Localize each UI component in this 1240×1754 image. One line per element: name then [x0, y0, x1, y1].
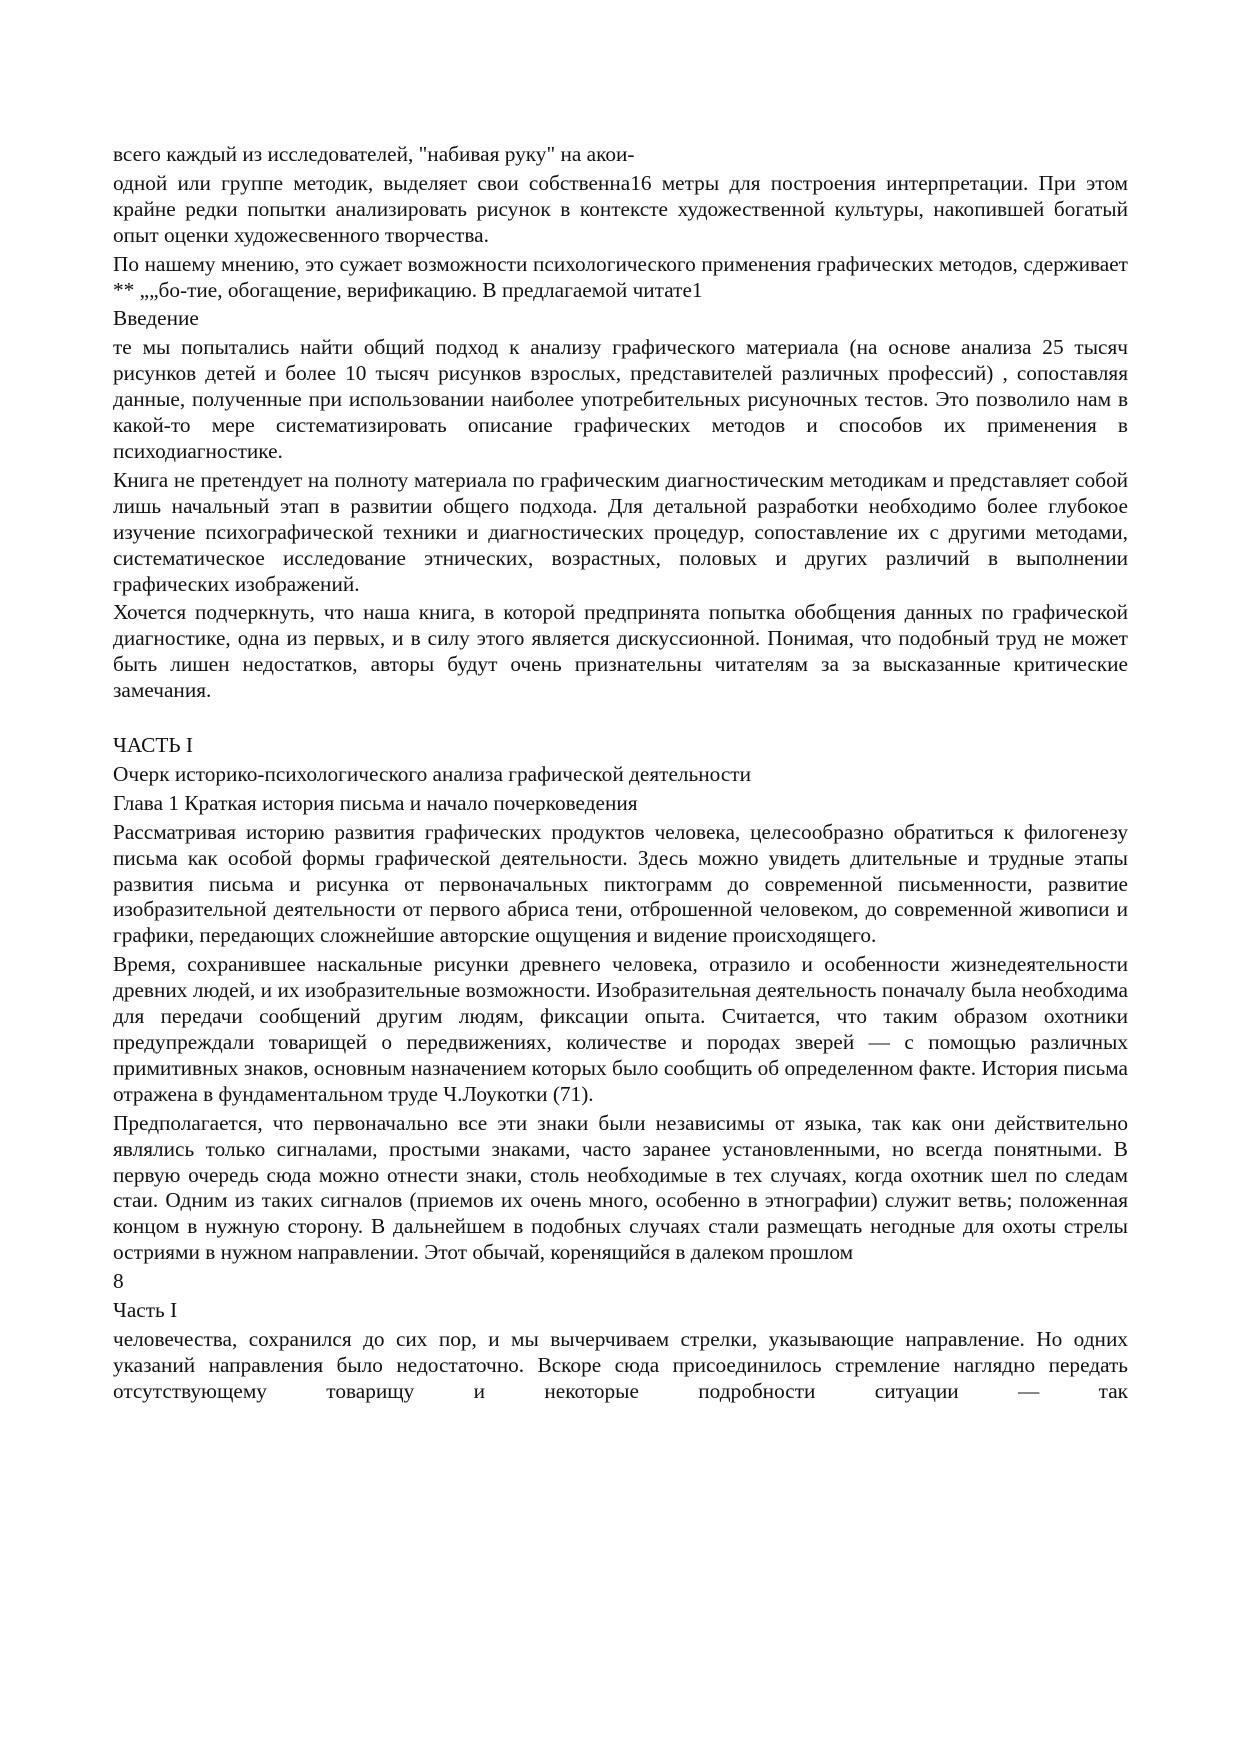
paragraph-phylogenesis: Рассматривая историю развития графических продуктов человека, целесообразно обратиться к филогенезу письма как особой формы графической деятельности. Здесь можно увидеть длительные и трудные этапы развития письма и рисунка от первоначальных пиктограмм до современной письменности, развитие изобразительной деятельности от первого абриса тени, отброшенной человеком, до современной живописи и графики, передающих сложнейшие авторские ощущения и видение происходящего. — [113, 819, 1128, 948]
running-header-introduction: Введение — [113, 306, 199, 331]
paragraph-discussion: Хочется подчеркнуть, что наша книга, в которой предпринята попытка обобщения данных по графической диагностике, одна из первых, и в силу этого является дискуссионной. Понимая, что подобный труд не может быть лишен недостатков, авторы будут очень признательны читателям за за высказанные критические замечания. — [113, 600, 1128, 703]
paragraph-cave-drawings: Время, сохранившее наскальные рисунки древнего человека, отразило и особенности жизнедеятельности древних людей, и их изобразительные возможности. Изобразительная деятельность поначалу была необходима для передачи сообщений другим людям, фиксации опыта. Считается, что таким образом охотники предупреждали товарищей о передвижениях, количестве и породах зверей — с помощью различных примитивных знаков, основным назначением которых было сообщить об определенном факте. История письма отражена в фундаментальном труде Ч.Лоукотки (71). — [113, 952, 1128, 1106]
document-page — [113, 142, 1128, 1408]
paragraph-arrows: человечества, сохранился до сих пор, и мы вычерчиваем стрелки, указывающие направление. Но одних указаний направления было недостаточно. Вскоре сюда присоединилось стремление наглядно передать отсутствующему товарищу и некоторые подробности ситуации — так — [113, 1326, 1128, 1403]
fragment-line-top: всего каждый из исследователей, "набивая руку" на акои- — [113, 142, 635, 166]
part-title: Очерк историко-психологического анализа графической деятельности — [113, 761, 751, 786]
paragraph-opinion: По нашему мнению, это сужает возможности психологического применения графических методов, сдерживает ** „„бо-тие, обогащение, верификацию. В предлагаемой читате1 — [113, 251, 1128, 302]
chapter-heading: Глава 1 Краткая история письма и начало почерковедения — [113, 790, 638, 815]
paragraph-book-scope: Книга не претендует на полноту материала по графическим диагностическим методикам и представляет собой лишь начальный этап в развитии общего подхода. Для детальной разработки необходимо более глубокое изучение психографической техники и диагностических процедур, сопоставление их с другими методами, систематическое исследование этнических, возрастных, половых и других различий в выполнении графических изображений. — [113, 467, 1128, 596]
part-heading: ЧАСТЬ I — [113, 733, 194, 758]
page-number: 8 — [113, 1269, 124, 1294]
running-header-part: Часть I — [113, 1298, 178, 1323]
paragraph-approach: те мы попытались найти общий подход к анализу графического материала (на основе анализа 25 тысяч рисунков детей и более 10 тысяч рисунков взрослых, представителей различных профессий) , сопоставляя данные, полученные при использовании наиболее употребительных рисуночных тестов. Это позволило нам в какой-то мере систематизировать описание графических методов и способов их применения в психодиагностике. — [113, 335, 1128, 463]
paragraph-interpretation: одной или группе методик, выделяет свои собственна16 метры для построения интерпретации. При этом крайне редки попытки анализировать рисунок в контексте художественной культуры, накопившей богатый опыт оценки художесвенного творчества. — [113, 170, 1128, 247]
paragraph-signals: Предполагается, что первоначально все эти знаки были независимы от языка, так как они действительно являлись только сигналами, простыми знаками, часто заранее установленными, но всегда понятными. В первую очередь сюда можно отнести знаки, столь необходимые в тех случаях, когда охотник шел по следам стаи. Одним из таких сигналов (приемов их очень много, особенно в этнографии) служит ветвь; положенная концом в нужную сторону. В дальнейшем в подобных случаях стали размещать негодные для охоты стрелы остриями в нужном направлении. Этот обычай, коренящийся в далеком прошлом — [113, 1110, 1128, 1265]
section-spacer — [113, 707, 1128, 733]
